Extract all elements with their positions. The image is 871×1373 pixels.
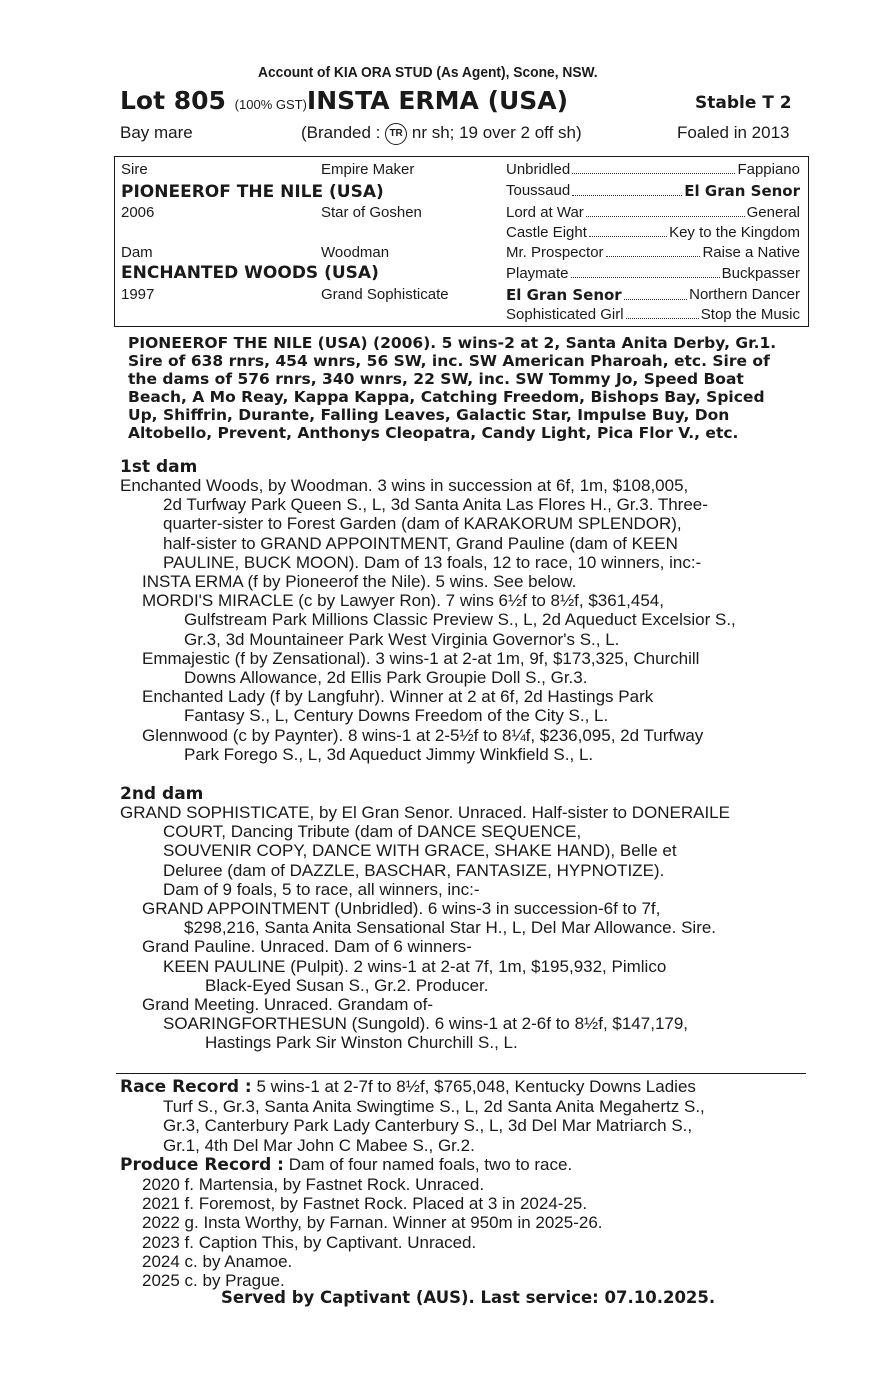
race-record-first: 5 wins-1 at 2-7f to 8½f, $765,048, Kentucky Downs Ladies [256, 1077, 696, 1096]
produce-foal: 2021 f. Foremost, by Fastnet Rock. Placed at 3 in 2024-25. [142, 1194, 588, 1214]
first-dam-text [120, 476, 802, 764]
race-record-label: Race Record : [120, 1077, 252, 1097]
progeny-line: Gr.3, 3d Mountaineer Park West Virginia Governor's S., L. [184, 629, 620, 649]
gp-left: Sophisticated Girl [506, 306, 624, 323]
sire-summary-line: Up, Shiffrin, Durante, Falling Leaves, Galactic Star, Impulse Buy, Don [128, 406, 730, 424]
sire-summary-line: Beach, A Mo Reay, Kappa Kappa, Catching Freedom, Bishops Bay, Spiced [128, 388, 765, 406]
dam-year: 1997 [121, 286, 155, 303]
produce-foal: 2024 c. by Anamoe. [142, 1251, 293, 1271]
progeny-line: Grand Pauline. Unraced. Dam of 6 winners- [142, 937, 472, 957]
lot-title [120, 86, 568, 115]
gp-left: Castle Eight [506, 224, 587, 241]
brand-tr-icon: TR [385, 123, 407, 145]
sire-summary-line: Sire of 638 rnrs, 454 wnrs, 56 SW, inc. SW American Pharoah, etc. Sire of [128, 352, 770, 370]
race-record [120, 1077, 802, 1290]
first-dam-line: half-sister to GRAND APPOINTMENT, Grand Pauline (dam of KEEN [163, 533, 678, 553]
gp-row [506, 265, 800, 282]
produce-foal: 2025 c. by Prague. [142, 1271, 285, 1291]
progeny-line: $298,216, Santa Anita Sensational Star H., L, Del Mar Allowance. Sire. [184, 918, 717, 938]
sire-summary-line: PIONEEROF THE NILE (USA) (2006). 5 wins-2 at 2, Santa Anita Derby, Gr.1. [128, 334, 777, 352]
progeny-line: Gulfstream Park Millions Classic Preview S., L, 2d Aqueduct Excelsior S., [184, 610, 736, 630]
sire-summary-line: Altobello, Prevent, Anthonys Cleopatra, Candy Light, Pica Flor V., etc. [128, 424, 739, 442]
gp-right: Fappiano [737, 161, 800, 178]
brand-description [301, 123, 582, 145]
served-line: Served by Captivant (AUS). Last service: 07.10.2025. [221, 1288, 716, 1307]
second-dam-text [120, 803, 802, 1053]
second-dam-line: COURT, Dancing Tribute (dam of DANCE SEQUENCE, [163, 822, 582, 842]
second-dam-heading: 2nd dam [120, 784, 204, 804]
dam-dam: Grand Sophisticate [321, 286, 449, 303]
first-dam-heading: 1st dam [120, 457, 198, 477]
sire-summary [128, 334, 798, 442]
sire-summary-line: the dams of 576 rnrs, 340 wnrs, 22 SW, inc. SW Tommy Jo, Speed Boat [128, 370, 744, 388]
sire-dam: Star of Goshen [321, 204, 422, 221]
produce-foal: 2022 g. Insta Worthy, by Farnan. Winner at 950m in 2025-26. [142, 1213, 603, 1233]
first-dam-line: Enchanted Woods, by Woodman. 3 wins in succession at 6f, 1m, $108,005, [120, 476, 689, 495]
gp-right: Northern Dancer [689, 286, 800, 303]
stable-label: Stable T 2 [695, 93, 792, 113]
pedigree-table [114, 156, 809, 327]
progeny-line: KEEN PAULINE (Pulpit). 2 wins-1 at 2-at 7f, 1m, $195,932, Pimlico [163, 956, 667, 976]
first-dam-line: 2d Turfway Park Queen S., L, 3d Santa Anita Las Flores H., Gr.3. Three- [163, 495, 708, 515]
produce-intro: Dam of four named foals, two to race. [288, 1154, 573, 1174]
gp-row [506, 182, 800, 200]
gp-right: Buckpasser [721, 265, 800, 282]
branded-suffix: nr sh; 19 over 2 off sh) [411, 123, 582, 142]
gp-row [506, 161, 800, 178]
second-dam-line: Deluree (dam of DAZZLE, BASCHAR, FANTASIZE, HYPNOTIZE). [163, 860, 665, 880]
gp-row [506, 204, 800, 221]
account-line: Account of KIA ORA STUD (As Agent), Scone, NSW. [258, 64, 598, 81]
progeny-line: Black-Eyed Susan S., Gr.2. Producer. [205, 975, 489, 995]
progeny-line: GRAND APPOINTMENT (Unbridled). 6 wins-3 in succession-6f to 7f, [142, 899, 661, 919]
horse-name: INSTA ERMA (USA) [306, 86, 569, 115]
lot-number: Lot 805 [120, 86, 226, 115]
first-dam-line: PAULINE, BUCK MOON). Dam of 13 foals, 12 to race, 10 winners, inc:- [163, 552, 702, 572]
branded-prefix: (Branded : [301, 123, 381, 142]
gp-left: Lord at War [506, 204, 584, 221]
race-record-line [120, 1077, 802, 1097]
sire-name: PIONEEROF THE NILE (USA) [121, 182, 384, 202]
gp-right: Raise a Native [702, 244, 800, 261]
progeny-line: SOARINGFORTHESUN (Sungold). 6 wins-1 at 2-6f to 8½f, $147,179, [163, 1014, 689, 1034]
race-record-line: Gr.3, Canterbury Park Lady Canterbury S., L, 3d Del Mar Matriarch S., [163, 1116, 693, 1136]
gp-row [506, 286, 800, 304]
dam-sire: Woodman [321, 244, 390, 261]
produce-foal: 2020 f. Martensia, by Fastnet Rock. Unraced. [142, 1175, 485, 1195]
second-dam-line: SOUVENIR COPY, DANCE WITH GRACE, SHAKE HAND), Belle et [163, 841, 677, 861]
progeny-line: Downs Allowance, 2d Ellis Park Groupie Doll S., Gr.3. [184, 668, 588, 688]
gp-left: Toussaud [506, 182, 571, 199]
sire-label: Sire [121, 161, 148, 178]
gp-right: Key to the Kingdom [669, 224, 800, 241]
gp-right: El Gran Senor [684, 182, 800, 200]
first-dam-line: quarter-sister to Forest Garden (dam of KARAKORUM SPLENDOR), [163, 514, 682, 534]
gp-row [506, 224, 800, 241]
dam-name: ENCHANTED WOODS (USA) [121, 263, 379, 283]
section-divider [116, 1073, 806, 1074]
gp-left: El Gran Senor [506, 286, 622, 304]
produce-foal: 2023 f. Caption This, by Captivant. Unraced. [142, 1232, 477, 1252]
second-dam-line: GRAND SOPHISTICATE, by El Gran Senor. Unraced. Half-sister to DONERAILE [120, 803, 730, 822]
colour-sex: Bay mare [120, 123, 193, 142]
gp-left: Unbridled [506, 161, 571, 178]
race-record-line: Gr.1, 4th Del Mar John C Mabee S., Gr.2. [163, 1135, 475, 1155]
progeny-line: Hastings Park Sir Winston Churchill S., L. [205, 1033, 518, 1053]
gst-note: (100% GST) [234, 97, 307, 112]
progeny-line: INSTA ERMA (f by Pioneerof the Nile). 5 wins. See below. [142, 572, 577, 592]
progeny-line: Park Forego S., L, 3d Aqueduct Jimmy Winkfield S., L. [184, 744, 594, 764]
foaled-year: Foaled in 2013 [677, 123, 790, 142]
produce-record-line [120, 1155, 802, 1175]
gp-row [506, 244, 800, 261]
gp-row [506, 306, 800, 323]
sire-year: 2006 [121, 204, 155, 221]
race-record-line: Turf S., Gr.3, Santa Anita Swingtime S., L, 2d Santa Anita Megahertz S., [163, 1097, 705, 1117]
gp-left: Mr. Prospector [506, 244, 604, 261]
progeny-line: Fantasy S., L, Century Downs Freedom of the City S., L. [184, 706, 609, 726]
progeny-line: Grand Meeting. Unraced. Grandam of- [142, 995, 434, 1015]
progeny-line: Enchanted Lady (f by Langfuhr). Winner at 2 at 6f, 2d Hastings Park [142, 687, 654, 707]
progeny-line: Glennwood (c by Paynter). 8 wins-1 at 2-5½f to 8¼f, $236,095, 2d Turfway [142, 725, 704, 745]
gp-left: Playmate [506, 265, 569, 282]
progeny-line: MORDI'S MIRACLE (c by Lawyer Ron). 7 wins 6½f to 8½f, $361,454, [142, 591, 664, 611]
dam-label: Dam [121, 244, 153, 261]
gp-right: Stop the Music [700, 306, 800, 323]
sire-sire: Empire Maker [321, 161, 415, 178]
second-dam-line: Dam of 9 foals, 5 to race, all winners, inc:- [163, 879, 480, 899]
produce-record-label: Produce Record : [120, 1154, 284, 1175]
gp-right: General [746, 204, 800, 221]
progeny-line: Emmajestic (f by Zensational). 3 wins-1 at 2-at 1m, 9f, $173,325, Churchill [142, 648, 700, 668]
